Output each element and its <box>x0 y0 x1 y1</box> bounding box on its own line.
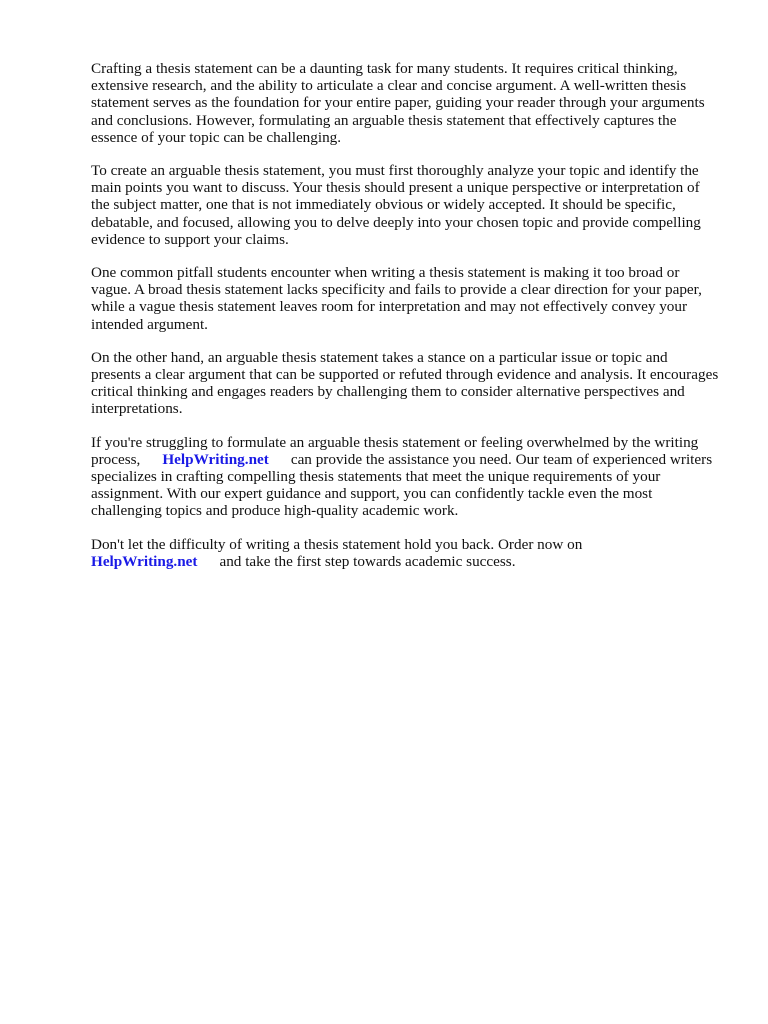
paragraph-5 <box>91 434 721 520</box>
paragraph-6-text-before: Don't let the difficulty of writing a thesis statement hold you back. Order now on <box>91 535 583 553</box>
paragraph-2: To create an arguable thesis statement, you must first thoroughly analyze your topic and identify the main points you want to discuss. Your thesis should present a unique perspective or interpretation of the subject matter, one that is not immediately obvious or widely accepted. It should be specific, debatable, and focused, allowing you to delve deeply into your chosen topic and provide compelling evidence to support your claims. <box>91 162 701 248</box>
paragraph-1: Crafting a thesis statement can be a daunting task for many students. It requires critical thinking, extensive research, and the ability to articulate a clear and concise argument. A well-written thesis statement serves as the foundation for your entire paper, guiding your reader through your arguments and conclusions. However, formulating an arguable thesis statement that effectively captures the essence of your topic can be challenging. <box>91 60 705 146</box>
paragraph-5-text-before: If you're struggling to formulate an arguable thesis statement or feeling overwhelmed by the writing process, <box>91 433 699 468</box>
helpwriting-link-order[interactable]: HelpWriting.net <box>91 552 198 570</box>
paragraph-6-text-after: and take the first step towards academic success. <box>219 552 516 570</box>
paragraph-5-text-after: can provide the assistance you need. Our team of experienced writers specializes in crafting compelling thesis statements that meet the unique requirements of your assignment. With our expert guidance and support, you can confidently tackle even the most challenging topics and produce high-quality academic work. <box>91 450 713 520</box>
paragraph-3: One common pitfall students encounter when writing a thesis statement is making it too broad or vague. A broad thesis statement lacks specificity and fails to provide a clear direction for your paper, while a vague thesis statement leaves room for interpretation and may not effectively convey your intended argument. <box>91 264 702 333</box>
paragraph-6 <box>91 536 721 570</box>
paragraph-4: On the other hand, an arguable thesis statement takes a stance on a particular issue or topic and presents a clear argument that can be supported or refuted through evidence and analysis. It encourages critical thinking and engages readers by challenging them to consider alternative perspectives and interpretations. <box>91 348 719 418</box>
helpwriting-link[interactable]: HelpWriting.net <box>162 450 269 468</box>
document-body <box>91 60 721 586</box>
